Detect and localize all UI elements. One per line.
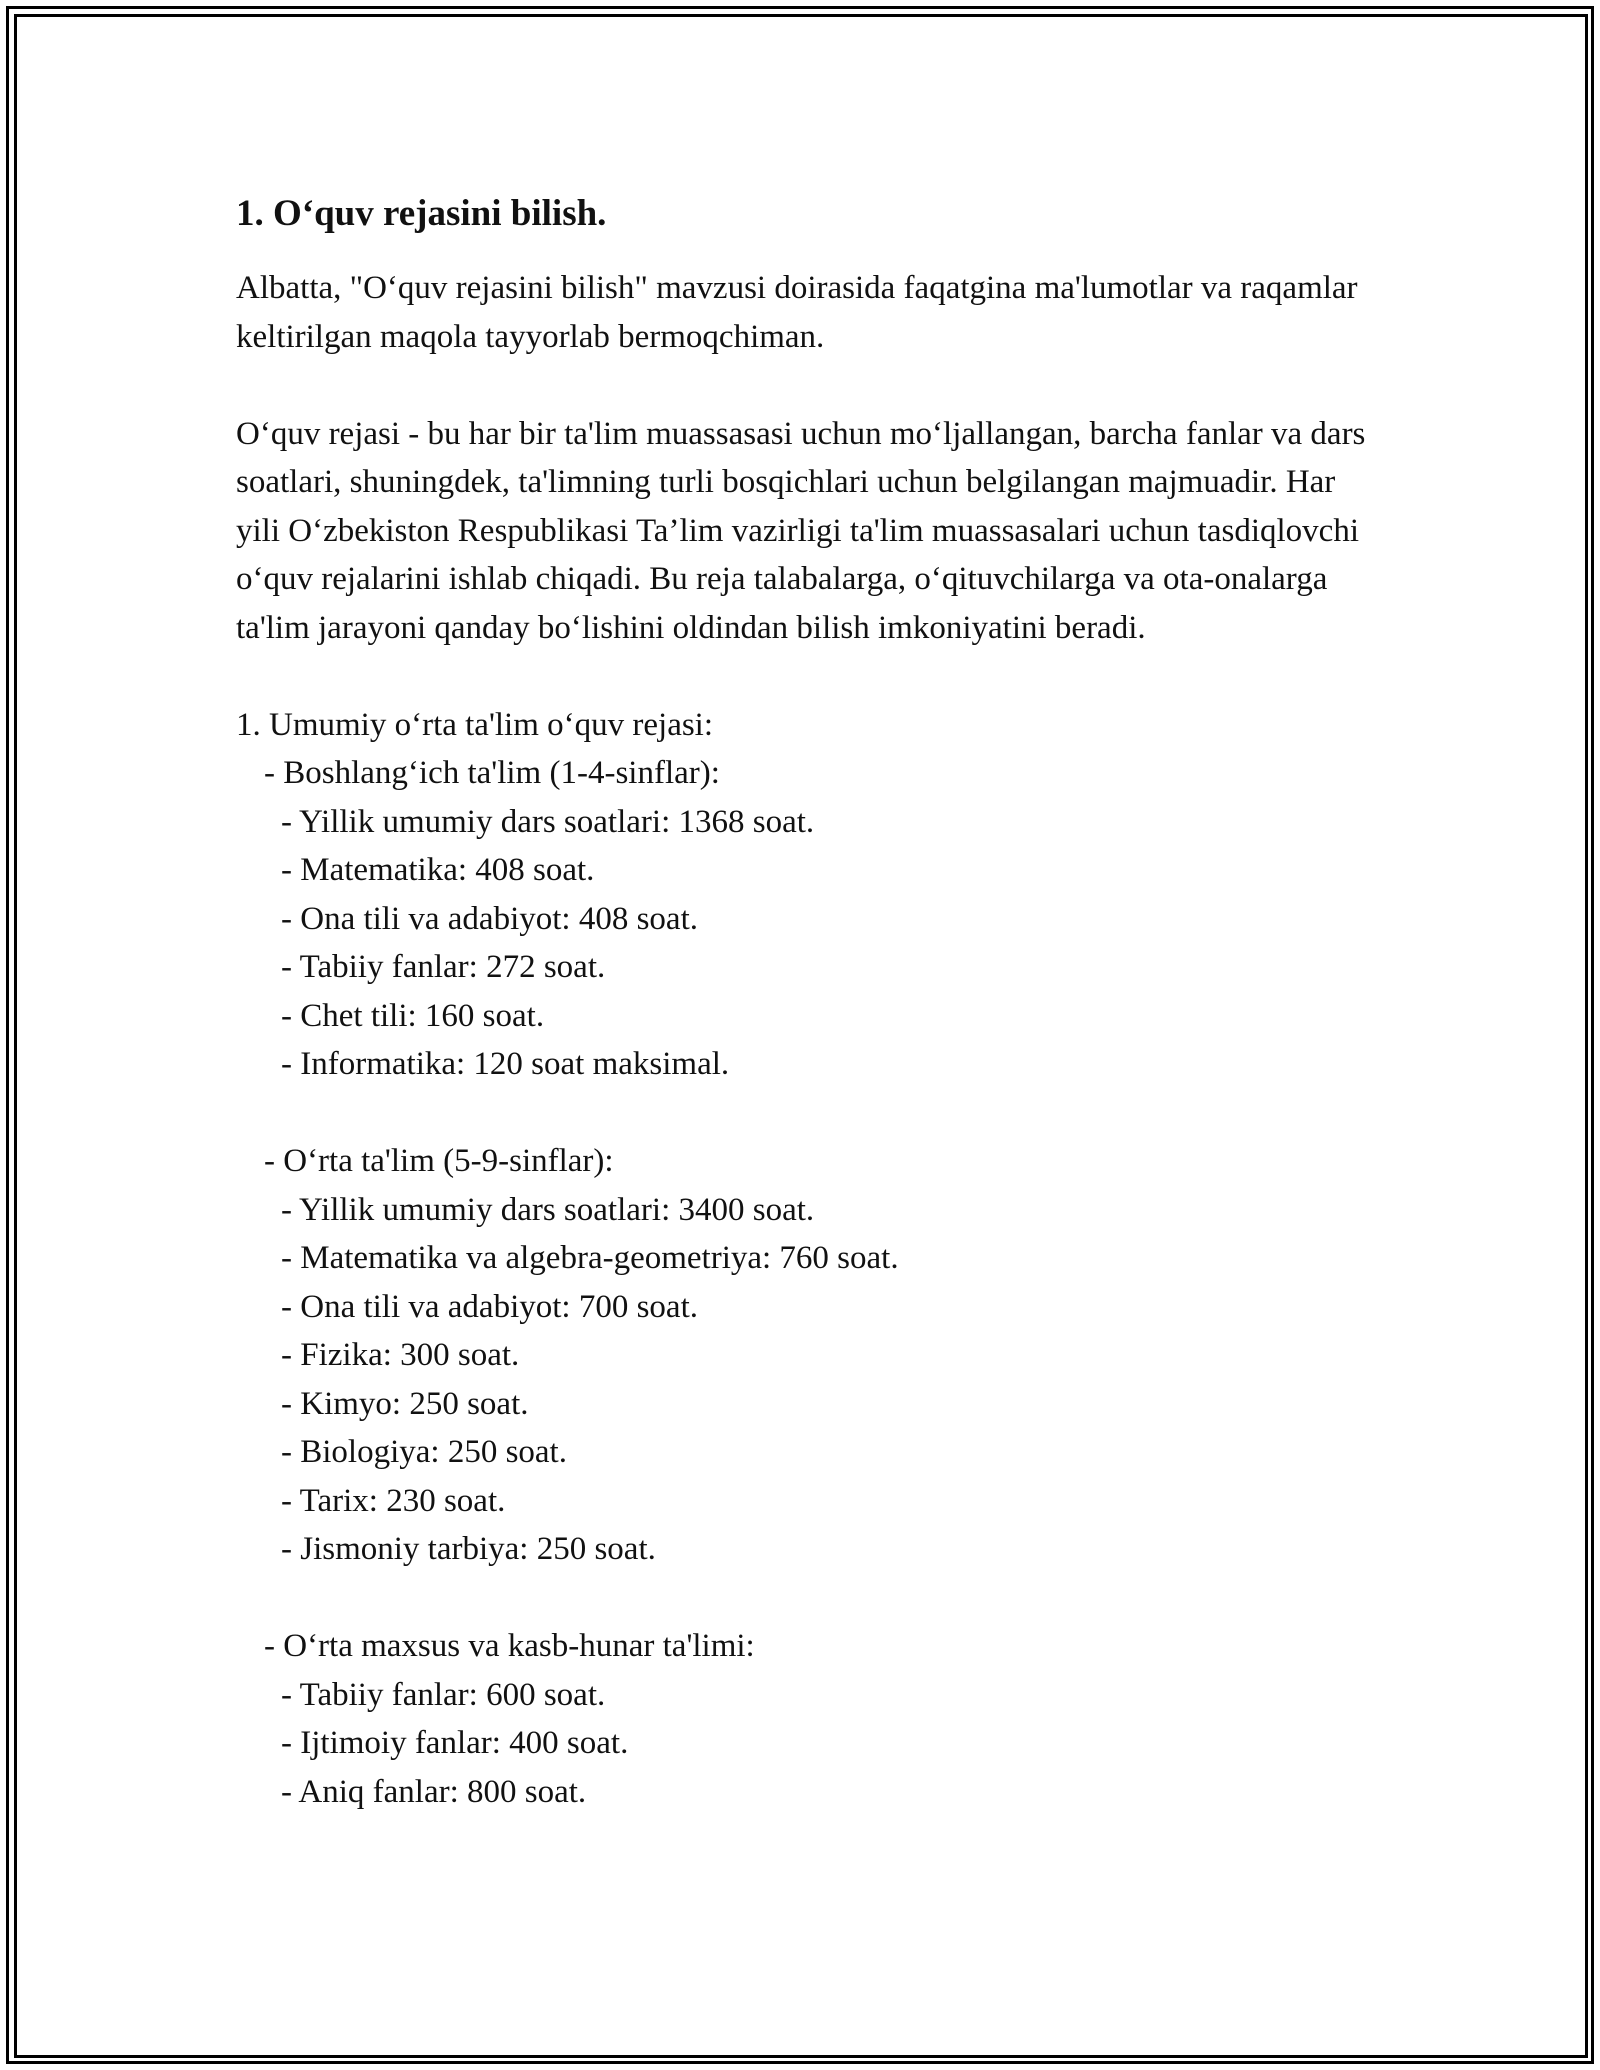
spacer — [236, 1089, 1366, 1138]
list-item: - Tabiiy fanlar: 272 soat. — [281, 949, 606, 985]
list-item: - Tarix: 230 soat. — [281, 1482, 506, 1519]
list-item: - Chet tili: 160 soat. — [281, 997, 545, 1034]
section-heading: - Oʻrta maxsus va kasb-hunar ta'limi: — [264, 1628, 755, 1664]
list-heading: 1. Umumiy oʻrta ta'lim oʻquv rejasi: — [236, 706, 714, 743]
spacer — [236, 652, 1366, 701]
list-item: - Ona tili va adabiyot: 700 soat. — [281, 1288, 698, 1325]
list-item: - Kimyo: 250 soat. — [281, 1385, 529, 1422]
intro-paragraph: Albatta, "Oʻquv rejasini bilish" mavzusi doirasida faqatgina ma'lumotlar va raqamlar keltirilgan maqola tayyorlab bermoqchiman. — [236, 270, 1358, 355]
section-heading: - Boshlangʻich ta'lim (1-4-sinflar): — [264, 755, 720, 791]
list-item: - Informatika: 120 soat maksimal. — [281, 1046, 730, 1082]
list-item: - Fizika: 300 soat. — [281, 1337, 520, 1373]
list-item: - Ijtimoiy fanlar: 400 soat. — [281, 1725, 629, 1761]
section-primary-education — [236, 749, 1366, 1089]
list-item: - Matematika: 408 soat. — [281, 852, 595, 888]
list-item: - Jismoniy tarbiya: 250 soat. — [281, 1531, 656, 1567]
spacer — [236, 1574, 1366, 1623]
document-body — [236, 188, 1366, 1816]
list-item: - Biologiya: 250 soat. — [281, 1434, 567, 1470]
list-item: - Yillik umumiy dars soatlari: 3400 soat. — [281, 1191, 815, 1228]
document-title: 1. Oʻquv rejasini bilish. — [236, 193, 607, 234]
section-heading: - Oʻrta ta'lim (5-9-sinflar): — [264, 1143, 614, 1179]
list-item: - Tabiiy fanlar: 600 soat. — [281, 1676, 606, 1713]
list-item: - Ona tili va adabiyot: 408 soat. — [281, 900, 698, 937]
list-item: - Yillik umumiy dars soatlari: 1368 soat. — [281, 803, 815, 840]
description-paragraph: Oʻquv rejasi - bu har bir ta'lim muassasasi uchun moʻljallangan, barcha fanlar va dars soatlari, shuningdek, ta'limning turli bosqichlari uchun belgilangan majmuadir. Har yili Oʻzbekiston Respublikasi Ta’lim vazirligi ta'lim muassasalari uchun tasdiqlovchi oʻquv rejalarini ishlab chiqadi. Bu reja talabalarga, oʻqituvchilarga va ota-onalarga ta'lim jarayoni qanday boʻlishini oldindan bilish imkoniyatini beradi. — [236, 415, 1366, 646]
spacer — [236, 361, 1366, 410]
section-vocational-education — [236, 1622, 1366, 1816]
section-secondary-education — [236, 1137, 1366, 1574]
list-item: - Aniq fanlar: 800 soat. — [281, 1773, 587, 1810]
list-item: - Matematika va algebra-geometriya: 760 soat. — [281, 1240, 899, 1276]
